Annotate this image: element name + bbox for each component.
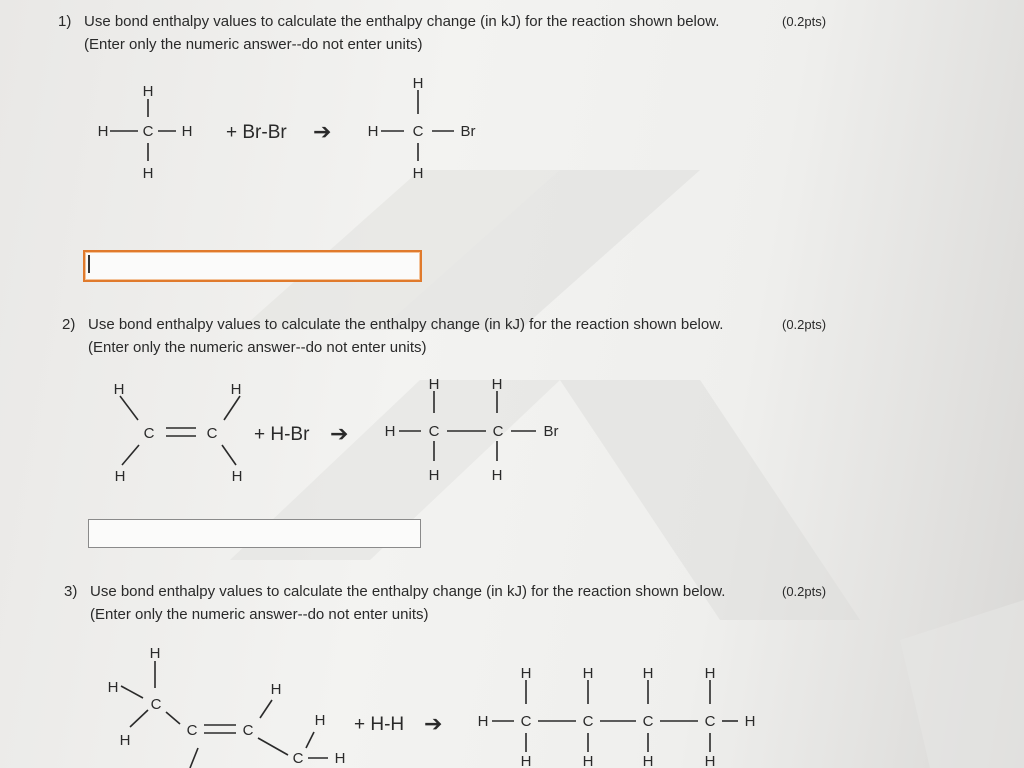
question-number: 1) <box>58 13 72 30</box>
atom-h: H <box>142 83 154 100</box>
atom-h: H <box>582 753 594 768</box>
question-points: (0.2pts) <box>782 317 827 332</box>
question-instruction: (Enter only the numeric answer--do not enter units) <box>84 36 423 53</box>
atom-c: C <box>143 425 155 442</box>
atom-h: H <box>142 165 154 182</box>
atom-h: H <box>367 123 379 140</box>
atom-h: H <box>642 753 654 768</box>
question-prompt: Use bond enthalpy values to calculate the enthalpy change (in kJ) for the reaction shown below. <box>88 316 724 333</box>
question-number: 2) <box>62 316 76 333</box>
question-2 <box>62 313 842 361</box>
atom-c: C <box>704 713 716 730</box>
atom-h: H <box>428 376 440 393</box>
atom-c: C <box>242 722 254 739</box>
question-instruction: (Enter only the numeric answer--do not enter units) <box>88 339 427 356</box>
question-number: 3) <box>64 583 78 600</box>
atom-h: H <box>114 468 126 485</box>
atom-br: Br <box>543 423 559 440</box>
atom-h: H <box>477 713 489 730</box>
atom-h: H <box>230 381 242 398</box>
question-instruction: (Enter only the numeric answer--do not enter units) <box>90 606 429 623</box>
atom-h: H <box>334 750 346 767</box>
answer-input-q1[interactable] <box>83 250 422 282</box>
atom-h: H <box>491 467 503 484</box>
text-caret <box>88 255 90 273</box>
atom-h: H <box>520 753 532 768</box>
atom-c: C <box>292 750 304 767</box>
reaction-arrow-icon: ➔ <box>424 711 443 736</box>
atom-h: H <box>412 165 424 182</box>
atom-h: H <box>520 665 532 682</box>
atom-c: C <box>142 123 154 140</box>
reaction-arrow-icon: ➔ <box>313 119 332 144</box>
atom-h: H <box>181 123 193 140</box>
atom-c: C <box>492 423 504 440</box>
question-points: (0.2pts) <box>782 584 827 599</box>
atom-h: H <box>704 665 716 682</box>
atom-h: H <box>231 468 243 485</box>
reactant-br-br: + Br-Br <box>226 122 287 143</box>
question-3 <box>64 580 844 628</box>
atom-c: C <box>428 423 440 440</box>
atom-h: H <box>119 732 131 749</box>
atom-h: H <box>642 665 654 682</box>
atom-h: H <box>428 467 440 484</box>
atom-h: H <box>149 645 161 662</box>
atom-c: C <box>642 713 654 730</box>
atom-h: H <box>314 712 326 729</box>
atom-h: H <box>270 681 282 698</box>
answer-input-q2[interactable] <box>88 519 421 548</box>
atom-h: H <box>97 123 109 140</box>
atom-c: C <box>582 713 594 730</box>
atom-br: Br <box>460 123 476 140</box>
atom-c: C <box>520 713 532 730</box>
atom-h: H <box>412 75 424 92</box>
atom-h: H <box>107 679 119 696</box>
question-points: (0.2pts) <box>782 14 827 29</box>
question-prompt: Use bond enthalpy values to calculate the enthalpy change (in kJ) for the reaction shown below. <box>90 583 726 600</box>
atom-c: C <box>206 425 218 442</box>
atom-h: H <box>704 753 716 768</box>
atom-c: C <box>150 696 162 713</box>
atom-c: C <box>186 722 198 739</box>
reaction-arrow-icon: ➔ <box>330 421 349 446</box>
atom-h: H <box>491 376 503 393</box>
atom-h: H <box>384 423 396 440</box>
atom-h: H <box>744 713 756 730</box>
question-prompt: Use bond enthalpy values to calculate the enthalpy change (in kJ) for the reaction shown below. <box>84 13 720 30</box>
atom-h: H <box>582 665 594 682</box>
reactant-h-h: + H-H <box>354 714 405 735</box>
reactant-h-br: + H-Br <box>254 424 310 445</box>
atom-h: H <box>113 381 125 398</box>
atom-c: C <box>412 123 424 140</box>
